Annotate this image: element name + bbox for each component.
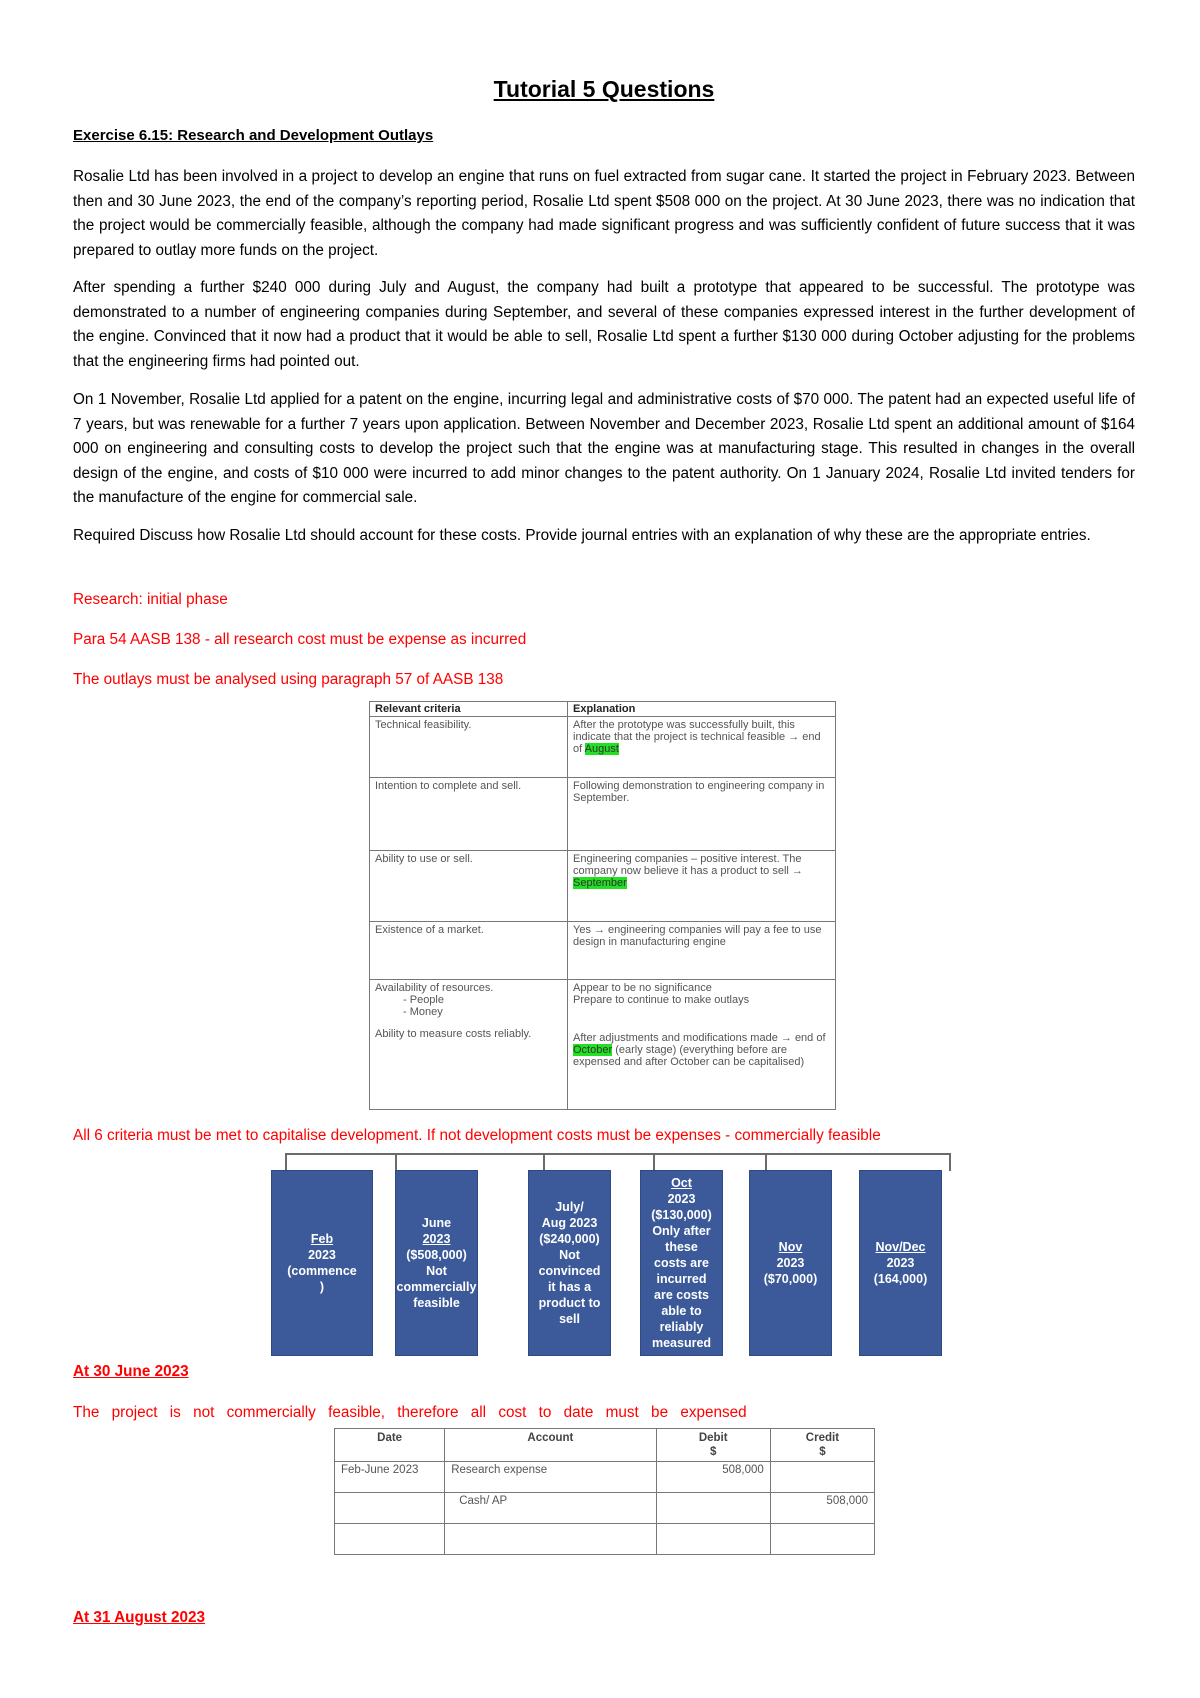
paragraph-1: Rosalie Ltd has been involved in a project to develop an engine that runs on fuel extracted from sugar cane. It started the project in February 2023. Between then and 30 June 2023, the end of the company’s reporting period, Rosalie Ltd spent $508 000 on the project. At 30 June 2023, there was no indication that the project would be commercially feasible, although the company had made significant progress and was sufficiently confident of future success that it was prepared to outlay more funds on the project. [73, 168, 1135, 259]
table-row [335, 1493, 875, 1524]
timeline-connector [653, 1153, 655, 1171]
account-cell: Research expense [445, 1462, 656, 1493]
highlight-september: September [573, 877, 627, 889]
debit-cell [656, 1493, 770, 1524]
account-header: Account [445, 1429, 656, 1462]
explanation-cell: Following demonstration to engineering company in September. [568, 778, 836, 851]
paragraph-3: On 1 November, Rosalie Ltd applied for a patent on the engine, incurring legal and administrative costs of $70 000. The patent had an expected useful life of 7 years, but was renewable for a further 7 years upon application. Between November and December 2023, Rosalie Ltd spent an additional amount of $164 000 on engineering and consulting costs to develop the project such that the engine was at manufacturing stage. This resulted in changes in the overall design of the engine, and costs of $10 000 were incurred to add minor changes to the patent authority. On 1 January 2024, Rosalie Ltd invited tenders for the manufacture of the engine for commercial sale. [73, 391, 1135, 506]
table-row [370, 922, 836, 980]
date-cell: Feb-June 2023 [335, 1462, 445, 1493]
paragraph-4: Required Discuss how Rosalie Ltd should account for these costs. Provide journal entries with an explanation of why these are the appropriate entries. [73, 527, 1091, 544]
at-june-heading: At 30 June 2023 [73, 1363, 189, 1380]
timeline-box-oct: Oct 2023 ($130,000) Only after these costs are incurred are costs able to reliably measured [640, 1170, 723, 1356]
timeline-box-feb: Feb 2023 (commence ) [271, 1170, 373, 1356]
debit-header: Debit $ [656, 1429, 770, 1462]
at-august-heading: At 31 August 2023 [73, 1609, 206, 1626]
timeline-box-june: June 2023 ($508,000) Not commercially feasible [395, 1170, 478, 1356]
credit-cell: 508,000 [770, 1493, 874, 1524]
timeline-connector [765, 1153, 767, 1171]
criteria-table [369, 701, 836, 1110]
paragraph-2: After spending a further $240 000 during July and August, the company had built a prototype that appeared to be successful. The prototype was demonstrated to a number of engineering companies during September, and several of these companies expressed interest in the further development of the engine. Convinced that it now had a product that it would be able to sell, Rosalie Ltd spent a further $130 000 during October adjusting for the problems that the engineering firms had pointed out. [73, 279, 1135, 370]
criteria-cell: Technical feasibility. [370, 717, 568, 778]
timeline-box-jul-aug: July/ Aug 2023 ($240,000) Not convinced it has a product to sell [528, 1170, 611, 1356]
list-item: - Money [403, 1006, 562, 1018]
account-cell [445, 1524, 656, 1555]
date-cell [335, 1524, 445, 1555]
explanation-cell: Engineering companies – positive interest. The company now believe it has a product to sell → September [568, 851, 836, 922]
timeline-connector [285, 1153, 950, 1155]
date-header: Date [335, 1429, 445, 1462]
date-cell [335, 1493, 445, 1524]
debit-cell [656, 1524, 770, 1555]
credit-header: Credit $ [770, 1429, 874, 1462]
criteria-note: All 6 criteria must be met to capitalise development. If not development costs must be expenses - commercially feasible [73, 1127, 881, 1144]
note-para-54: Para 54 AASB 138 - all research cost must be expense as incurred [73, 631, 527, 648]
credit-cell [770, 1524, 874, 1555]
criteria-cell: Availability of resources. - People - Money Ability to measure costs reliably. [370, 980, 568, 1110]
table-row [335, 1524, 875, 1555]
table-row [370, 717, 836, 778]
timeline-connector [949, 1153, 951, 1171]
measure-criteria: Ability to measure costs reliably. [375, 1028, 532, 1040]
explanation-cell: Yes → engineering companies will pay a fee to use design in manufacturing engine [568, 922, 836, 980]
timeline-connector [543, 1153, 545, 1171]
debit-cell: 508,000 [656, 1462, 770, 1493]
table-row [370, 778, 836, 851]
table-row [335, 1462, 875, 1493]
table-row [370, 980, 836, 1110]
note-para-57: The outlays must be analysed using paragraph 57 of AASB 138 [73, 671, 504, 688]
timeline-connector [395, 1153, 397, 1171]
june-note: The project is not commercially feasible, therefore all cost to date must be expensed [73, 1404, 747, 1421]
timeline-connector [285, 1153, 287, 1171]
credit-cell [770, 1462, 874, 1493]
page-title: Tutorial 5 Questions [493, 76, 715, 102]
note-research-phase: Research: initial phase [73, 591, 228, 608]
criteria-header: Relevant criteria [370, 702, 568, 717]
exercise-heading: Exercise 6.15: Research and Development Outlays [73, 127, 434, 144]
measure-explanation: After adjustments and modifications made → end of October (early stage) (everything before are expensed and after October can be capitalised) [573, 1032, 826, 1068]
highlight-october: October [573, 1044, 613, 1056]
explanation-cell: Appear to be no significance Prepare to continue to make outlays After adjustments and modifications made → end of October (early stage) (everything before are expensed and after October can be capitalised) [568, 980, 836, 1110]
explanation-header: Explanation [568, 702, 836, 717]
timeline-box-nov-dec: Nov/Dec 2023 (164,000) [859, 1170, 942, 1356]
timeline-box-nov: Nov 2023 ($70,000) [749, 1170, 832, 1356]
table-row [370, 851, 836, 922]
criteria-cell: Ability to use or sell. [370, 851, 568, 922]
explanation-cell: After the prototype was successfully built, this indicate that the project is technical feasible → end of August [568, 717, 836, 778]
criteria-cell: Existence of a market. [370, 922, 568, 980]
list-item: - People [403, 994, 562, 1006]
journal-table [334, 1428, 875, 1555]
resources-list [375, 994, 562, 1018]
highlight-august: August [584, 743, 619, 755]
criteria-cell: Intention to complete and sell. [370, 778, 568, 851]
account-cell: Cash/ AP [445, 1493, 656, 1524]
